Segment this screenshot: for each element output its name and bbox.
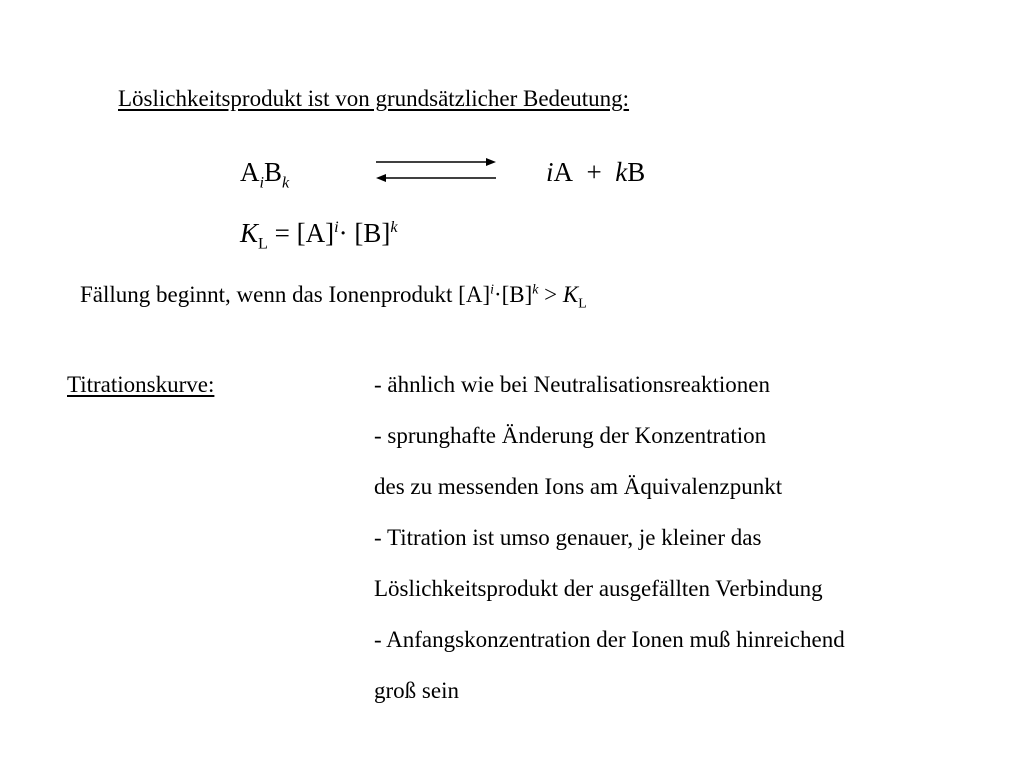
k-symbol: K <box>240 218 259 248</box>
precipitation-text: Fällung beginnt, wenn das Ionenprodukt <box>80 282 459 307</box>
titration-line: des zu messenden Ions am Äquivalenzpunkt <box>374 474 783 499</box>
coefficient-i: i <box>546 157 554 187</box>
titration-line: Löslichkeitsprodukt der ausgefällten Verbindung <box>374 576 823 601</box>
exponent-k: k <box>390 218 398 236</box>
multiply-dot: · <box>493 282 502 307</box>
titration-line: groß sein <box>374 678 459 703</box>
species-b: B <box>264 157 283 187</box>
equilibrium-left-side <box>240 157 290 192</box>
index-i: i <box>259 173 264 192</box>
titration-line: - sprunghafte Änderung der Konzentration <box>374 423 767 448</box>
term-a: [A] <box>458 282 491 307</box>
titration-line: - ähnlich wie bei Neutralisationsreaktionen <box>374 372 770 397</box>
exponent-k: k <box>532 281 539 297</box>
equilibrium-right-side <box>546 157 645 187</box>
multiply-dot: · <box>338 218 348 248</box>
equals-sign: = <box>274 218 290 248</box>
l-subscript: L <box>258 234 268 253</box>
index-k: k <box>282 173 290 192</box>
equilibrium-arrows-icon <box>372 153 500 187</box>
precipitation-condition <box>80 281 587 311</box>
exponent-i: i <box>490 281 494 297</box>
greater-than-sign: > <box>544 282 558 307</box>
term-b: [B] <box>501 282 533 307</box>
species-a: A <box>240 157 260 187</box>
species-a: A <box>553 157 574 187</box>
species-b: B <box>627 157 646 187</box>
section-heading: Löslichkeitsprodukt ist von grundsätzlicher Bedeutung: <box>118 86 630 111</box>
coefficient-k: k <box>615 157 628 187</box>
term-a: [A] <box>296 218 335 248</box>
titration-label: Titrationskurve: <box>67 372 215 397</box>
l-subscript: L <box>578 295 587 311</box>
titration-line: - Anfangskonzentration der Ionen muß hinreichend <box>374 627 845 652</box>
term-b: [B] <box>354 218 391 248</box>
k-symbol: K <box>562 282 579 307</box>
exponent-i: i <box>334 218 339 236</box>
solubility-product-formula <box>240 218 398 253</box>
plus-sign: + <box>586 157 602 187</box>
titration-line: - Titration ist umso genauer, je kleiner das <box>374 525 762 550</box>
